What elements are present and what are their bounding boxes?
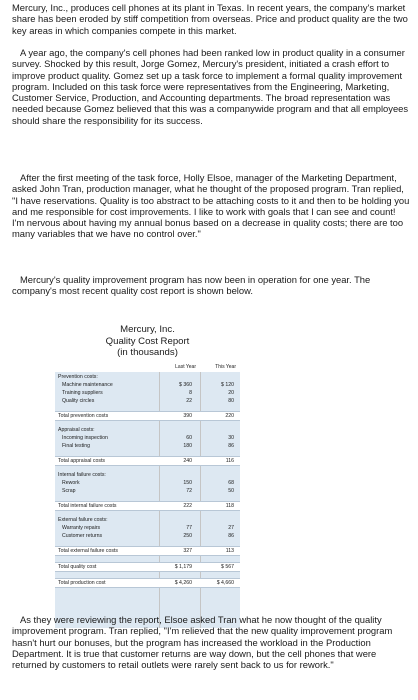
total-row	[55, 578, 240, 588]
row-label: Incoming inspection	[62, 435, 108, 441]
row-label: Training suppliers	[62, 390, 103, 396]
row-label: Rework	[62, 480, 80, 486]
table-row	[55, 381, 240, 389]
row-label: Warranty repairs	[62, 525, 101, 531]
total-row	[55, 456, 240, 466]
this-year-value: 116	[225, 458, 234, 464]
report-table	[55, 364, 240, 628]
paragraph-background: A year ago, the company's cell phones had been ranked low in product quality in a consumer survey. Shocked by this result, Jorge Gomez, Mercury's president, initiated a crash effort to improve product quality. Gomez set up a task force to implement a formal quality improvement program. Included on this task force were representatives from the Engineering, Marketing, Customer Service, Production, and Accounting departments. The broad representation was needed because Gomez believed that this was a companywide program and that all employees should share the responsibility for its success.	[12, 47, 409, 126]
row-label: Prevention costs:	[58, 374, 98, 380]
table-row	[55, 389, 240, 397]
paragraph-intro: Mercury, Inc., produces cell phones at its plant in Texas. In recent years, the company's market share has been eroded by stiff competition from overseas. Price and product quality are the two key areas in which companies compete in this market.	[12, 2, 408, 36]
report-title: Quality Cost Report	[105, 335, 190, 347]
last-year-value: 250	[183, 533, 192, 539]
section-header-row	[55, 373, 240, 381]
this-year-value: 30	[228, 435, 234, 441]
last-year-value: $ 1,179	[174, 564, 192, 570]
this-year-value: 80	[228, 398, 234, 404]
table-row	[55, 434, 240, 442]
total-row	[55, 411, 240, 421]
report-units: (in thousands)	[117, 347, 178, 358]
this-year-value: $ 4,660	[216, 580, 234, 586]
column-header-this-year: This Year	[215, 364, 236, 370]
table-row	[55, 442, 240, 450]
row-label: Machine maintenance	[62, 382, 113, 388]
row-label: Scrap	[62, 488, 76, 494]
this-year-value: 27	[228, 525, 234, 531]
table-row	[55, 532, 240, 540]
row-label: Quality circles	[62, 398, 95, 404]
this-year-value: 50	[228, 488, 234, 494]
row-label: Total prevention costs	[58, 413, 109, 419]
this-year-value: $ 567	[221, 564, 234, 570]
this-year-value: 68	[228, 480, 234, 486]
last-year-value: 180	[183, 443, 192, 449]
row-label: Total production cost	[58, 580, 106, 586]
this-year-value: $ 120	[221, 382, 234, 388]
row-label: Total external failure costs	[58, 548, 118, 554]
table-row	[55, 524, 240, 532]
total-row	[55, 501, 240, 511]
row-label: Final testing	[62, 443, 90, 449]
column-header-last-year: Last Year	[175, 364, 196, 370]
table-row	[55, 479, 240, 487]
last-year-value: 327	[183, 548, 192, 554]
row-label: Internal failure costs:	[58, 472, 106, 478]
last-year-value: 222	[183, 503, 192, 509]
total-row	[55, 562, 240, 572]
last-year-value: 22	[186, 398, 192, 404]
paragraph-task-force-meeting: After the first meeting of the task force, Holly Elsoe, manager of the Marketing Department, asked John Tran, production manager, what he thought of the proposed program. Tran replied, "I have reservations. Quality is too abstract to be attaching costs to it and then to be holding you and me responsible for cost improvements. I like to work with goals that I can see and count! I'm nervous about having my annual bonus based on a decrease in quality costs; there are too many variables that we have no control over."	[12, 172, 410, 240]
row-label: Appraisal costs:	[58, 427, 95, 433]
report-company-name: Mercury, Inc.	[120, 324, 175, 335]
quality-cost-report	[55, 318, 240, 630]
row-label: Total appraisal costs	[58, 458, 105, 464]
this-year-value: 113	[225, 548, 234, 554]
section-header-row	[55, 426, 240, 434]
last-year-value: 8	[189, 390, 192, 396]
section-header-row	[55, 516, 240, 524]
this-year-value: 86	[228, 533, 234, 539]
last-year-value: 60	[186, 435, 192, 441]
this-year-value: 86	[228, 443, 234, 449]
total-row	[55, 546, 240, 556]
row-label: Total internal failure costs	[58, 503, 117, 509]
row-label: External failure costs:	[58, 517, 108, 523]
last-year-value: 240	[183, 458, 192, 464]
paragraph-review-discussion: As they were reviewing the report, Elsoe asked Tran what he now thought of the quality improvement program. Tran replied, "I'm relieved that the new quality improvement program hasn't hurt our bonuses, but the program has increased the workload in the Production Department. It is true that customer returns are way down, but the cell phones that were returned by customers to retail outlets were rarely sent back to us for rework."	[12, 614, 393, 671]
last-year-value: 77	[186, 525, 192, 531]
last-year-value: 150	[183, 480, 192, 486]
report-heading	[55, 324, 240, 359]
row-label: Customer returns	[62, 533, 103, 539]
last-year-value: 72	[186, 488, 192, 494]
last-year-value: $ 360	[179, 382, 192, 388]
table-row	[55, 397, 240, 405]
table-row	[55, 487, 240, 495]
last-year-value: $ 4,260	[174, 580, 192, 586]
last-year-value: 390	[183, 413, 192, 419]
row-label: Total quality cost	[58, 564, 97, 570]
section-header-row	[55, 471, 240, 479]
paragraph-report-intro: Mercury's quality improvement program has now been in operation for one year. The company's most recent quality cost report is shown below.	[12, 274, 371, 297]
this-year-value: 20	[228, 390, 234, 396]
this-year-value: 220	[225, 413, 234, 419]
this-year-value: 118	[225, 503, 234, 509]
